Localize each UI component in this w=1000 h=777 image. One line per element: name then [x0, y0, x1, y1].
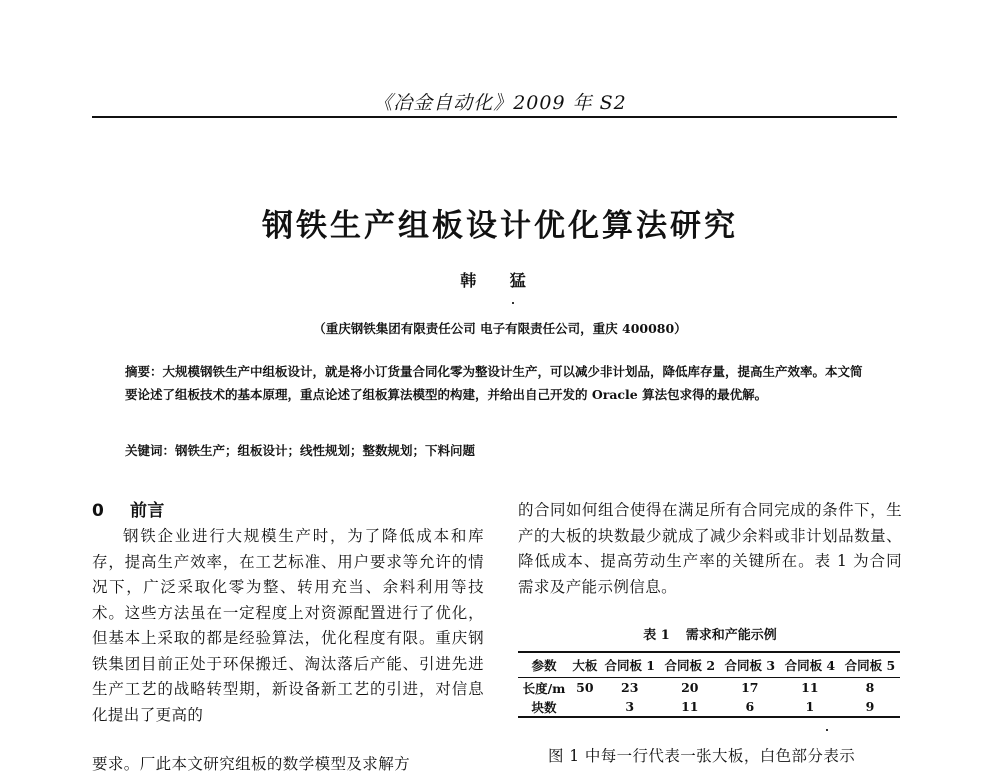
table-cell: 6 [745, 699, 755, 714]
keywords-label: 关键词： [125, 443, 176, 458]
table-cell [570, 697, 600, 717]
demand-capacity-table [518, 651, 900, 718]
abstract [125, 360, 870, 406]
section-heading [92, 498, 484, 524]
table-header-cell: 合同板 1 [604, 658, 655, 673]
table-header-cell: 合同板 3 [724, 658, 776, 673]
keywords-text: 钢铁生产；组板设计；线性规划；整数规划；下料问题 [175, 443, 476, 458]
table-cell: 长度/m [522, 680, 566, 696]
article-title: 钢铁生产组板设计优化算法研究 [262, 208, 738, 244]
table-row [518, 697, 900, 717]
table-header-cell: 参数 [531, 658, 557, 673]
table-row [518, 678, 900, 698]
abstract-label: 摘要： [125, 364, 163, 379]
table-caption [518, 624, 902, 643]
table-cell: 23 [621, 680, 639, 695]
table-cell: 11 [681, 699, 699, 714]
right-column [518, 498, 902, 600]
scan-speck [826, 729, 828, 731]
table-header-cell: 合同板 2 [664, 658, 716, 673]
table-cell: 3 [625, 699, 635, 714]
right-paragraph: 的合同如何组合使得在满足所有合同完成的条件下，生产的大板的块数最少就成了减少余料或非计划品数量、降低成本、提高劳动生产率的关键所在。表 1 为合同需求及产能示例信息。 [518, 501, 902, 596]
table-cell: 20 [681, 680, 699, 695]
author-name: 韩 猛 [460, 271, 540, 290]
section-number: 0 [92, 501, 105, 521]
journal-header: 《冶金自动化》2009 年 S2 [373, 92, 627, 114]
intro-paragraph: 钢铁企业进行大规模生产时，为了降低成本和库存，提高生产效率，在工艺标准、用户要求等允许的情况下，广泛采取化零为整、转用充当、余料利用等技术。这些方法虽在一定程度上对资源配置进行了优化，但基本上采取的都是经验算法，优化程度有限。重庆钢铁集团目前正处于环保搬迁、淘汰落后产能、引进先进生产工艺的战略转型期，新设备新工艺的引进，对信息化提出了更高的 [92, 527, 484, 724]
left-column [92, 498, 484, 728]
table-cell: 块数 [531, 699, 557, 715]
table-cell: 17 [741, 680, 759, 695]
left-cut-line: 要求。厂此本文研究组板的数学模型及求解方 [92, 755, 411, 773]
table-cell: 1 [805, 699, 815, 714]
table-cell: 11 [801, 680, 819, 695]
abstract-text: 大规模钢铁生产中组板设计，就是将小订货量合同化零为整设计生产，可以减少非计划品，降低库存量，提高生产效率。本文简要论述了组板技术的基本原理，重点论述了组板算法模型的构建，并给出自己开发的 Oracle 算法包求得的最优解。 [125, 364, 863, 402]
table-header-cell: 大板 [572, 658, 598, 673]
table-cell: 8 [865, 680, 875, 695]
table-cell: 9 [865, 699, 875, 714]
author-affiliation: （重庆钢铁集团有限责任公司 电子有限责任公司，重庆 400080） [313, 321, 687, 336]
scan-speck [512, 302, 514, 304]
table-caption-title: 需求和产能示例 [685, 628, 777, 643]
table-header-cell: 合同板 4 [784, 658, 836, 673]
table-header-row [518, 652, 900, 678]
header-rule [92, 116, 897, 118]
keywords [125, 441, 870, 461]
table-header-cell: 合同板 5 [844, 658, 896, 673]
section-title: 前言 [130, 501, 165, 521]
table-caption-number: 表 1 [643, 628, 670, 643]
table-cell: 50 [576, 680, 594, 695]
figure-description-line: 图 1 中每一行代表一张大板，白色部分表示 [548, 747, 856, 765]
